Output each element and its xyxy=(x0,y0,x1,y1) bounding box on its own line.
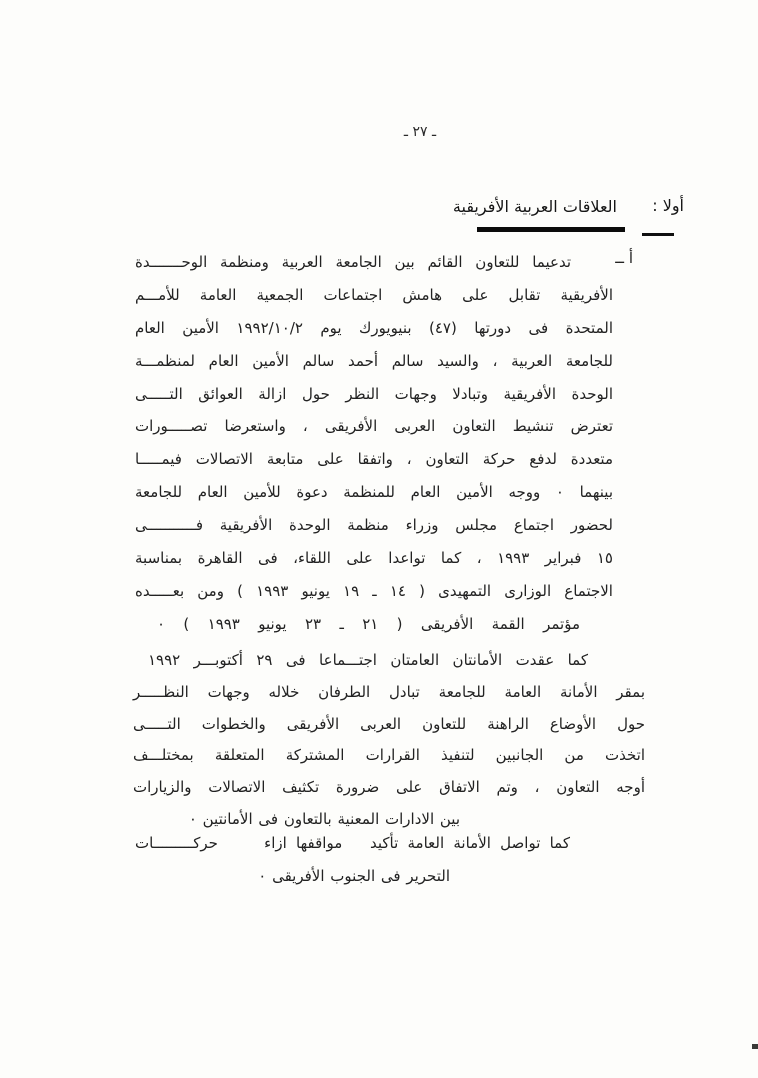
text-line: أوجه التعاون ، وتم الاتفاق على ضرورة تكثيف الاتصالات والزيارات xyxy=(133,778,645,797)
scan-artifact-mark xyxy=(752,1044,758,1049)
paragraph-2 xyxy=(133,645,645,836)
text-line: حول الأوضاع الراهنة للتعاون العربى الأفريقى والخطوات التـــــى xyxy=(133,714,645,733)
text-line: كما تواصل الأمانة العامة تأكيد مواقفها ازاء حركـــــــــات xyxy=(135,834,570,852)
list-item-marker: أ ــ xyxy=(615,249,633,267)
text-line: الوحدة الأفريقية وتبادلا وجهات النظر حول ازالة العوائق التـــــى xyxy=(135,384,613,403)
text-line: ١٥ فبراير ١٩٩٣ ، كما تواعدا على اللقاء، فى القاهرة بمناسبة xyxy=(135,549,613,568)
text-line: مؤتمر القمة الأفريقى ( ٢١ ـ ٢٣ يونيو ١٩٩٣ ) ٠ xyxy=(157,614,580,633)
paragraph-3 xyxy=(135,827,570,893)
text-line: كما عقدت الأمانتان العامتان اجتـــماعا فى ٢٩ أكتوبـــر ١٩٩٢ xyxy=(148,651,588,669)
text-line: بين الادارات المعنية بالتعاون فى الأمانتين ٠ xyxy=(188,809,460,828)
text-line: تعترض تنشيط التعاون العربى الأفريقى ، واستعرضا تصـــــورات xyxy=(135,417,613,436)
page-title-underline xyxy=(477,227,625,232)
heading-ordinal: أولا : xyxy=(652,196,684,215)
paragraph-1 xyxy=(135,246,613,641)
text-line: تدعيما للتعاون القائم بين الجامعة العربية ومنظمة الوحـــــــدة xyxy=(135,253,571,271)
text-line: المتحدة فى دورتها (٤٧) بنيويورك يوم ١٩٩٢/١٠/٢ الأمين العام xyxy=(135,318,613,337)
page-number: ـ ٢٧ ـ xyxy=(403,124,437,140)
text-line: بينهما ٠ ووجه الأمين العام للمنظمة دعوة للأمين العام للجامعة xyxy=(135,483,613,502)
heading-ordinal-underline xyxy=(642,233,674,236)
text-line: متعددة لدفع حركة التعاون ، واتفقا على متابعة الاتصالات فيمـــــا xyxy=(135,450,613,469)
page-title: العلاقات العربية الأفريقية xyxy=(452,197,617,216)
text-line: الاجتماع الوزارى التمهيدى ( ١٤ ـ ١٩ يونيو ١٩٩٣ ) ومن بعـــــده xyxy=(135,581,613,600)
text-line: للجامعة العربية ، والسيد سالم أحمد سالم الأمين العام لمنظمـــة xyxy=(135,351,613,370)
text-line: التحرير فى الجنوب الأفريقى ٠ xyxy=(258,867,450,885)
text-line: الأفريقية تقابل على هامش اجتماعات الجمعية العامة للأمـــم xyxy=(135,285,613,304)
text-line: لحضور اجتماع مجلس وزراء منظمة الوحدة الأفريقية فـــــــــــى xyxy=(135,516,613,535)
text-line: اتخذت من الجانبين لتنفيذ القرارات المشتركة المتعلقة بمختلـــف xyxy=(133,746,645,765)
text-line: بمقر الأمانة العامة للجامعة تبادل الطرفان خلاله وجهات النظـــــر xyxy=(133,682,645,701)
